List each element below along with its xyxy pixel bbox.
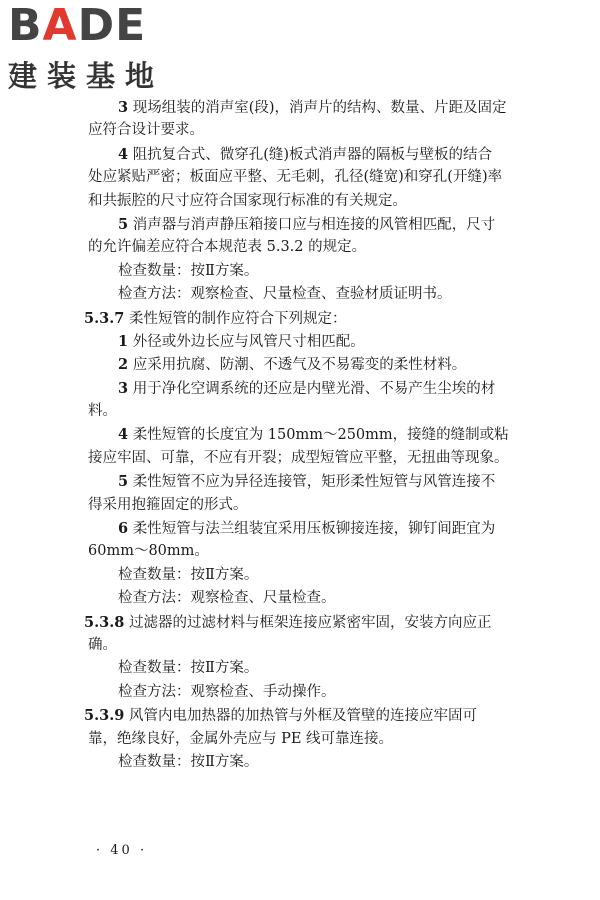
text-line xyxy=(88,634,526,657)
line-text: 柔性短管的长度宜为 150mm～250mm，接缝的缝制或粘 xyxy=(128,427,509,444)
bade-logo xyxy=(8,0,178,94)
line-text: 料。 xyxy=(88,403,117,420)
text-line xyxy=(88,423,526,446)
text-line xyxy=(88,96,526,119)
line-text: 得采用抱箍固定的形式。 xyxy=(88,496,248,513)
text-line xyxy=(88,236,526,259)
clause-number: 5 xyxy=(118,473,129,491)
line-text: 柔性短管的制作应符合下列规定： xyxy=(124,310,347,327)
text-line xyxy=(88,657,526,680)
clause-heading xyxy=(84,611,526,634)
document-body xyxy=(84,96,526,774)
logo-wordmark xyxy=(8,0,178,51)
line-text: 检查方法：观察检查、尺量检查、查验材质证明书。 xyxy=(118,286,452,303)
text-line xyxy=(88,377,526,400)
clause-number: 5.3.8 xyxy=(84,613,125,631)
page-number: · 40 · xyxy=(96,843,148,858)
line-text: 接应牢固、可靠，不应有开裂；成型短管应平整，无扭曲等现象。 xyxy=(88,449,509,466)
text-line xyxy=(88,751,526,774)
text-line xyxy=(88,190,526,213)
clause-heading xyxy=(84,704,526,727)
text-line xyxy=(88,728,526,751)
line-text: 检查方法：观察检查、手动操作。 xyxy=(118,683,336,700)
clause-number: 1 xyxy=(118,332,129,350)
line-text: 现场组装的消声室(段)，消声片的结构、数量、片距及固定 xyxy=(128,100,507,116)
text-line xyxy=(88,330,526,353)
line-text: 消声器与消声静压箱接口应与相连接的风管相匹配，尺寸 xyxy=(128,216,496,233)
line-text: 60mm～80mm。 xyxy=(88,543,209,560)
text-line xyxy=(88,143,526,166)
clause-heading xyxy=(84,307,526,330)
clause-number: 4 xyxy=(118,426,129,444)
line-text: 风管内电加热器的加热管与外框及管壁的连接应牢固可 xyxy=(124,708,477,725)
text-line xyxy=(88,517,526,540)
line-text: 检查数量：按Ⅱ方案。 xyxy=(118,660,259,677)
text-line xyxy=(88,260,526,283)
clause-number: 3 xyxy=(118,99,129,116)
clause-number: 4 xyxy=(118,145,129,163)
text-line xyxy=(88,564,526,587)
clause-number: 6 xyxy=(118,520,129,538)
line-text: 应符合设计要求。 xyxy=(88,122,204,139)
text-line xyxy=(88,283,526,306)
text-line xyxy=(88,447,526,470)
line-text: 靠，绝缘良好，金属外壳应与 PE 线可靠连接。 xyxy=(88,730,394,747)
line-text: 的允许偏差应符合本规范表 5.3.2 的规定。 xyxy=(88,239,367,256)
line-text: 检查数量：按Ⅱ方案。 xyxy=(118,262,259,279)
logo-letters: DE xyxy=(77,0,147,51)
text-line xyxy=(88,400,526,423)
line-text: 处应紧贴严密；板面应平整、无毛刺，孔径(缝宽)和穿孔(开缝)率 xyxy=(88,169,503,186)
text-line xyxy=(88,353,526,376)
logo-subtitle: 建装基地 xyxy=(8,59,165,93)
line-text: 柔性短管不应为异径连接管，矩形柔性短管与风管连接不 xyxy=(128,474,496,491)
text-line xyxy=(88,681,526,704)
logo-accent-letter: A xyxy=(42,0,78,51)
line-text: 过滤器的过滤材料与框架连接应紧密牢固，安装方向应正 xyxy=(124,614,492,631)
text-line xyxy=(88,470,526,493)
clause-number: 2 xyxy=(118,356,129,374)
text-line xyxy=(88,119,526,142)
line-text: 应采用抗腐、防潮、不透气及不易霉变的柔性材料。 xyxy=(128,357,467,374)
line-text: 检查数量：按Ⅱ方案。 xyxy=(118,753,259,770)
clause-number: 3 xyxy=(118,379,129,397)
text-line xyxy=(88,166,526,189)
line-text: 用于净化空调系统的还应是内壁光滑、不易产生尘埃的材 xyxy=(128,380,496,397)
clause-number: 5.3.7 xyxy=(84,309,125,327)
text-line xyxy=(88,213,526,236)
clause-number: 5 xyxy=(118,215,129,233)
line-text: 检查数量：按Ⅱ方案。 xyxy=(118,566,259,583)
line-text: 外径或外边长应与风管尺寸相匹配。 xyxy=(128,333,365,350)
text-line xyxy=(88,540,526,563)
logo-letter: B xyxy=(8,0,43,51)
text-line xyxy=(88,587,526,610)
clause-number: 5.3.9 xyxy=(84,707,125,725)
line-text: 确。 xyxy=(88,636,117,653)
line-text: 检查方法：观察检查、尺量检查。 xyxy=(118,590,336,607)
text-line xyxy=(88,494,526,517)
line-text: 柔性短管与法兰组装宜采用压板铆接连接，铆钉间距宜为 xyxy=(128,521,496,538)
line-text: 和共振腔的尺寸应符合国家现行标准的有关规定。 xyxy=(88,192,407,209)
line-text: 阻抗复合式、微穿孔(缝)板式消声器的隔板与壁板的结合 xyxy=(128,146,493,163)
